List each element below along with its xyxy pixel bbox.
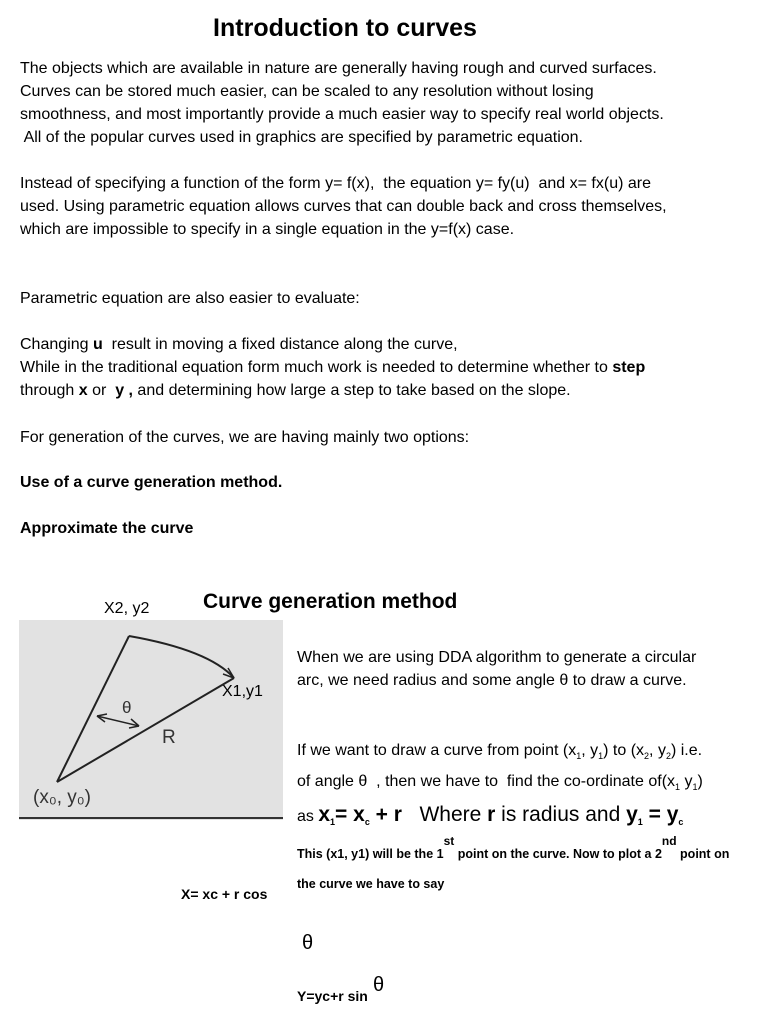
text-span: y: [680, 773, 693, 791]
text-span: and determining how large a step to take based on the slope.: [132, 382, 571, 399]
text-span: through: [20, 382, 79, 399]
x-term: x: [78, 382, 88, 399]
text-span: of angle θ , then we have to find the co-ordinate of(x: [297, 773, 676, 791]
parametric-line: which are impossible to specify in a single equation in the y=f(x) case.: [20, 221, 515, 238]
eq-term: = x: [335, 803, 365, 827]
formula-x-theta: θ: [302, 932, 314, 954]
text-span: This (x1, y1) will be the 1: [297, 847, 444, 862]
parametric-line: Instead of specifying a function of the form y= f(x), the equation y= fy(u) and x= fx(u) are: [20, 175, 651, 192]
draw-paragraph: [297, 738, 767, 836]
subscript: 2: [644, 751, 650, 762]
dda-paragraph: [297, 646, 757, 692]
subscript: 2: [665, 751, 671, 762]
superscript: st: [443, 834, 455, 848]
step-term: step: [612, 359, 646, 376]
subscript: 1: [330, 817, 336, 828]
x1-term: x: [318, 803, 331, 827]
figure-label-x1: X1,y1: [222, 683, 263, 700]
changing-line: [20, 356, 750, 379]
changing-paragraph: [20, 333, 750, 402]
intro-line: The objects which are available in nature are generally having rough and curved surfaces.: [20, 60, 657, 77]
formula-y-theta: θ: [373, 974, 385, 996]
point-note-line-2: the curve we have to say: [297, 877, 445, 891]
parametric-paragraph: [20, 172, 750, 241]
subscript: c: [678, 817, 684, 828]
text-span: as: [297, 808, 319, 826]
dda-line: When we are using DDA algorithm to generate a circular: [297, 649, 697, 666]
figure-label-origin: (x₀, y₀): [33, 787, 91, 808]
text-span: While in the traditional equation form much work is needed to determine whether to: [20, 359, 613, 376]
y-term: y ,: [115, 382, 133, 399]
intro-paragraph: [20, 57, 750, 149]
superscript: nd: [661, 834, 677, 848]
page-title: Introduction to curves: [213, 14, 477, 42]
text-span: is radius and: [495, 803, 627, 827]
formula-x: X= xc + r cos: [181, 886, 268, 902]
draw-line-2: [297, 769, 767, 800]
u-term: u: [92, 336, 103, 353]
dda-line: arc, we need radius and some angle θ to draw a curve.: [297, 672, 687, 689]
figure-label-top: X2, y2: [104, 600, 150, 617]
text-span: result in moving a fixed distance along the curve,: [102, 336, 458, 353]
y1-term: y: [626, 803, 638, 827]
subscript: 1: [675, 782, 681, 793]
text-span: ): [697, 773, 703, 791]
text-span: point on the curve. Now to plot a 2: [454, 847, 662, 862]
text-span: ) to (x: [603, 742, 645, 759]
changing-line: [20, 379, 750, 402]
section-title: Curve generation method: [203, 590, 458, 613]
intro-line: smoothness, and most importantly provide a much easier way to specify real world objects.: [20, 106, 664, 123]
text-span: If we want to draw a curve from point (x: [297, 742, 577, 759]
subscript: 1: [637, 817, 643, 828]
subscript: 1: [576, 751, 582, 762]
intro-line: All of the popular curves used in graphics are specified by parametric equation.: [20, 129, 583, 146]
subscript: 1: [692, 782, 698, 793]
intro-line: Curves can be stored much easier, can be scaled to any resolution without losing: [20, 83, 594, 100]
figure-label-r: R: [162, 727, 176, 748]
changing-line: [20, 333, 750, 356]
option-1: Use of a curve generation method.: [20, 474, 283, 491]
draw-line-3: [297, 802, 767, 835]
draw-line-1: [297, 738, 767, 769]
options-line: For generation of the curves, we are having mainly two options:: [20, 429, 470, 446]
text-span: ) i.e.: [670, 742, 703, 759]
parametric-line: used. Using parametric equation allows curves that can double back and cross themselves,: [20, 198, 667, 215]
subscript: c: [364, 817, 370, 828]
text-span: , y: [649, 742, 666, 759]
r-term: r: [487, 803, 496, 827]
option-2: Approximate the curve: [20, 520, 194, 537]
text-span: point on: [676, 847, 730, 862]
formula-y: Y=yc+r sin: [297, 988, 368, 1004]
text-span: or: [87, 382, 116, 399]
eq-term: = y: [642, 803, 679, 827]
text-span: Where: [401, 803, 488, 827]
point-note-line-1: [297, 834, 730, 862]
subscript: 1: [598, 751, 604, 762]
text-span: , y: [581, 742, 599, 759]
eq-term: + r: [369, 803, 402, 827]
text-span: Changing: [20, 336, 93, 353]
evaluate-line: Parametric equation are also easier to evaluate:: [20, 290, 360, 307]
figure-label-theta: θ: [122, 698, 132, 717]
